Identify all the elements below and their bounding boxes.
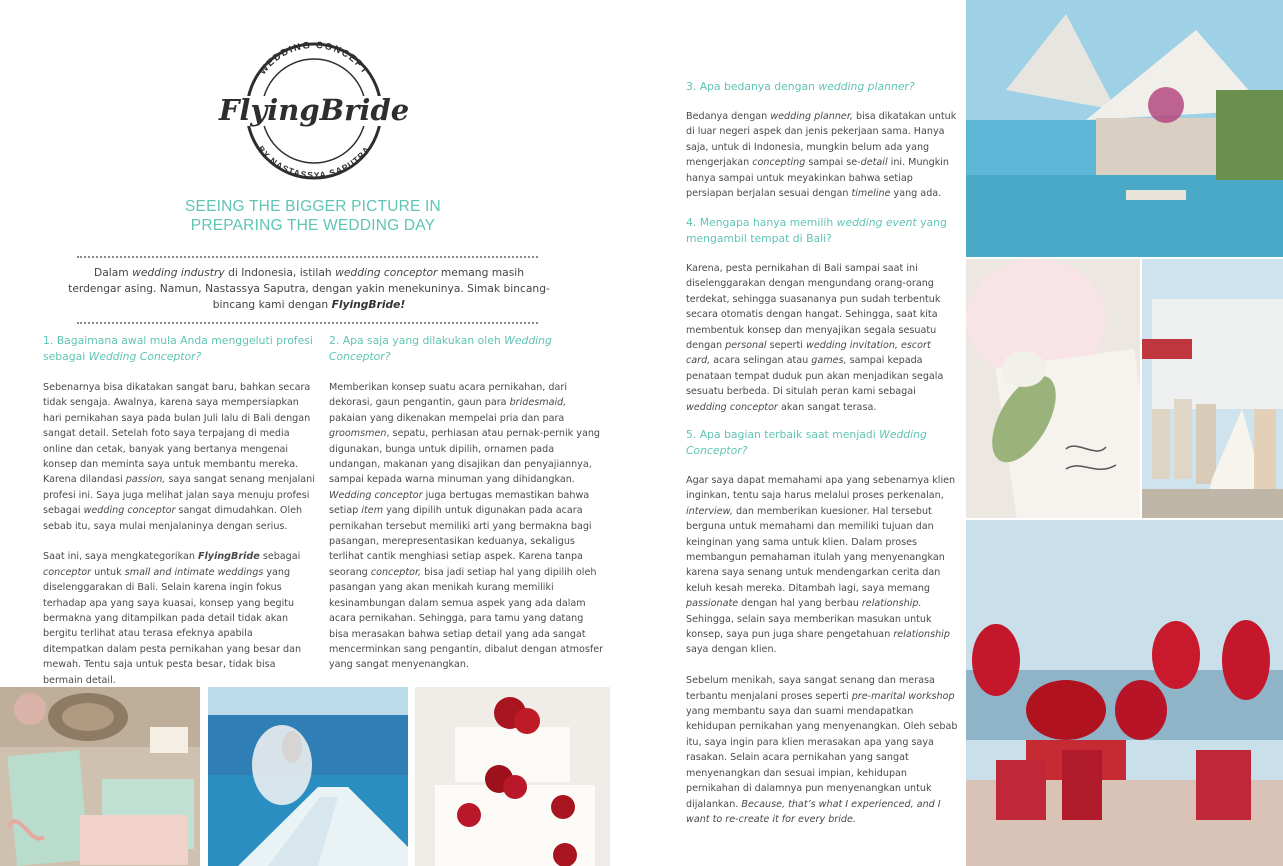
flyingbride-logo — [214, 36, 414, 181]
answer-5-paragraph-2: Sebelum menikah, saya sangat senang dan merasa terbantu menjalani proses seperti pre-marital workshop yang membantu saya dan suami mendapatkan kehidupan pernikahan yang menyenangkan. Oleh sebab itu, saya ingin para klien merasakan apa yang saya rasakan. Selain acara pernikahan yang sangat menyenangkan dan sesuai impian, kehidupan pernikahan di dalamnya pun menyenangkan untuk dijalankan. Because, that’s what I experienced, and I want to re-create it for every bride. — [686, 675, 958, 825]
answer-1 — [43, 380, 315, 688]
headline-line-2: PREPARING THE WEDDING DAY — [190, 217, 436, 234]
article-headline — [150, 197, 476, 235]
dotted-divider-top — [77, 256, 538, 258]
answer-3-paragraph: Bedanya dengan wedding planner, bisa dikatakan untuk di luar negeri aspek dan jenis pekerjaan sama. Hanya saja, untuk di Indonesia, mungkin belum ada yang mengerjakan concepting sampai se-detail ini. Mungkin hanya sampai untuk meyakinkan bahwa setiap persiapan berjalan sesuai dengan timeline yang ada. — [686, 111, 957, 200]
dotted-divider-bottom — [77, 322, 538, 324]
answer-4-paragraph: Karena, pesta pernikahan di Bali sampai saat ini diselenggarakan dengan mengundang orang-orang terdekat, sehingga suasananya pun sudah terbentuk secara otomatis dengan hangat. Sehingga, saat kita membentuk konsep dan menyajikan segala sesuatu dengan personal seperti wedding invitation, escort card, acara selingan atau games, sampai kepada penataan tempat duduk pun akan menjadikan segala sesuatu berbeda. Di situlah peran kami sebagai wedding conceptor akan sangat terasa. — [686, 263, 944, 413]
answer-5-paragraph-1: Agar saya dapat memahami apa yang sebenarnya klien inginkan, tentu saja harus melalui proses perkenalan, interview, dan memberikan kuesioner. Hal tersebut berguna untuk memahami dan memiliki tujuan dan keinginan yang sama untuk klien. Dalam proses membangun pemahaman itulah yang menyenangkan karena saya senang untuk mendengarkan cerita dan keluh kesah mereka. Ditambah lagi, saya memang passionate dengan hal yang berbau relationship. Sehingga, selain saya memberikan masukan untuk konsep, saya pun juga share pengetahuan relationship saya dengan klien. — [686, 475, 956, 656]
question-1-title: 1. Bagaimana awal mula Anda menggeluti profesi sebagai Wedding Conceptor? — [43, 334, 313, 363]
logo-brand: FlyingBride — [218, 93, 410, 127]
photo-glass-chapel — [966, 0, 1283, 257]
svg-text:BY NASTASSYA SAPUTRA — [256, 144, 372, 180]
answer-4 — [686, 261, 958, 415]
photo-wedding-cake — [415, 687, 610, 866]
headline-line-1: SEEING THE BIGGER PICTURE IN — [185, 198, 441, 215]
photo-bridal-party — [1142, 259, 1283, 518]
answer-1-paragraph-1: Sebenarnya bisa dikatakan sangat baru, bahkan secara tidak sengaja. Awalnya, karena saya mempersiapkan hari pernikahan saya pada bulan Juli lalu di Bali dengan sangat detail. Setelah foto saya terpajang di media online dan cetak, banyak yang bertanya mengenai konsep dan meminta saya untuk membantu mereka. Karena dilandasi passion, saya sangat senang menjalani profesi ini. Saya juga melihat jalan saya menuju profesi sebagai wedding conceptor sangat dimudahkan. Oleh sebab itu, saya mulai menjalaninya dengan serius. — [43, 382, 315, 532]
photo-couple-infinity-pool — [208, 687, 408, 866]
photo-wedding-stationery — [0, 687, 200, 866]
answer-3 — [686, 109, 958, 201]
photo-red-lantern-decor — [966, 520, 1283, 866]
answer-2-paragraph: Memberikan konsep suatu acara pernikahan, dari dekorasi, gaun pengantin, gaun para bridesmaid, pakaian yang dikenakan mempelai pria dan para groomsmen, sepatu, perhiasan atau pernak-pernik yang digunakan, bunga untuk dipilih, ornamen pada undangan, makanan yang disajikan dan penyajiannya, sampai kepada warna minuman yang dihidangkan. Wedding conceptor juga bertugas memastikan bahwa setiap item yang dipilih untuk digunakan pada acara pernikahan tersebut memiliki arti yang bermakna bagi pasangan, merepresentasikan keduanya, sekaligus terlihat cantik menghiasi setiap aspek. Karena tanpa seorang conceptor, bisa jadi setiap hal yang dipilih oleh pasangan yang akan menikah kurang memiliki kesinambungan dalam semua aspek yang ada dalam acara pernikahan. Sehingga, para tamu yang datang bisa merasakan bahwa setiap detail yang ada sangat mencerminkan sang pengantin, dibalut dengan atmosfer yang sangat menyenangkan. — [329, 382, 604, 671]
question-4-title: 4. Mengapa hanya memilih wedding event yang mengambil tempat di Bali? — [686, 216, 947, 245]
question-3-title: 3. Apa bedanya dengan wedding planner? — [686, 80, 915, 93]
photo-escort-card-flower — [966, 259, 1140, 518]
intro-paragraph: Dalam wedding industry di Indonesia, istilah wedding conceptor memang masih terdengar asing. Namun, Nastassya Saputra, dengan yakin menekuninya. Simak bincang-bincang kami dengan FlyingBride! — [68, 266, 550, 311]
question-2-title: 2. Apa saja yang dilakukan oleh Wedding Conceptor? — [329, 334, 552, 363]
logo-bottom-text: BY NASTASSYA SAPUTRA — [255, 143, 373, 181]
logo-top-text: WEDDING CONCEPT — [257, 39, 371, 78]
answer-5 — [686, 473, 961, 827]
question-5-title: 5. Apa bagian terbaik saat menjadi Wedding Conceptor? — [686, 428, 927, 457]
answer-2 — [329, 380, 604, 673]
answer-1-paragraph-2: Saat ini, saya mengkategorikan FlyingBride sebagai conceptor untuk small and intimate weddings yang diselenggarakan di Bali. Selain karena ingin fokus terhadap apa yang saya kuasai, konsep yang begitu bermakna yang ditampilkan pada detail tidak akan bergitu terlihat atau terasa efeknya apabila ditempatkan dalam pesta pernikahan yang besar dan mewah. Tentu saja untuk pesta besar, tidak bisa bermain detail. — [43, 551, 302, 686]
